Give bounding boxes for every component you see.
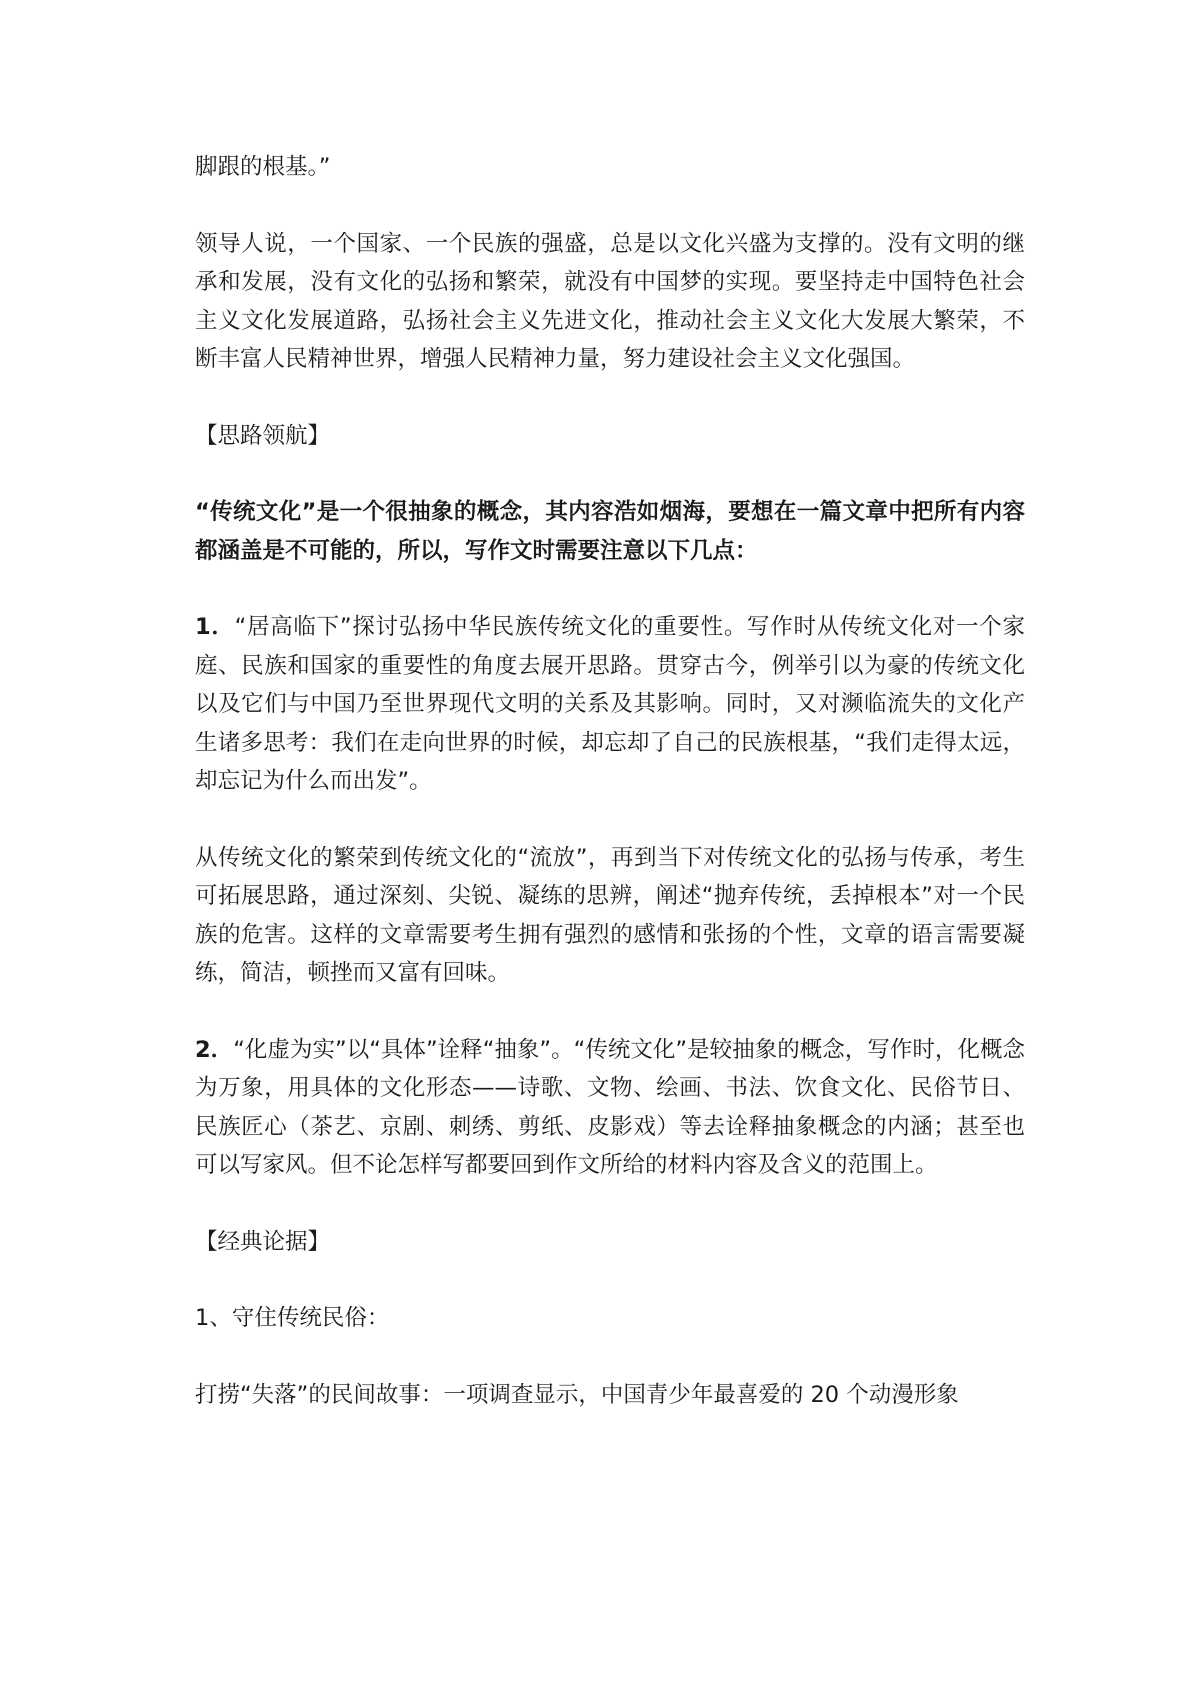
paragraph-gap bbox=[195, 570, 1025, 608]
list-item-folk-customs: 1、守住传统民俗： bbox=[195, 1305, 390, 1331]
paragraph-intro-bold: “传统文化”是一个很抽象的概念，其内容浩如烟海，要想在一篇文章中把所有内容都涵盖是不可能的，所以，写作文时需要注意以下几点： bbox=[195, 499, 1025, 564]
paragraph-gap bbox=[195, 1261, 1025, 1299]
point-number-1: 1． bbox=[195, 614, 235, 640]
paragraph-gap bbox=[195, 187, 1025, 225]
paragraph-point-1 bbox=[195, 608, 1025, 801]
paragraph-folk-stories: 打捞“失落”的民间故事：一项调查显示，中国青少年最喜爱的 20 个动漫形象 bbox=[195, 1381, 959, 1408]
document-body bbox=[195, 148, 1025, 1414]
paragraph-quote-end: 脚跟的根基。” bbox=[195, 154, 331, 180]
paragraph-gap bbox=[195, 1338, 1025, 1376]
paragraph-gap bbox=[195, 993, 1025, 1031]
paragraph-gap bbox=[195, 801, 1025, 839]
section-heading-approach: 【思路领航】 bbox=[195, 422, 331, 449]
paragraph-gap bbox=[195, 379, 1025, 417]
paragraph-extension: 从传统文化的繁荣到传统文化的“流放”，再到当下对传统文化的弘扬与传承，考生可拓展思路，通过深刻、尖锐、凝练的思辨，阐述“抛弃传统，丢掉根本”对一个民族的危害。这样的文章需要考生拥有强烈的感情和张扬的个性，文章的语言需要凝练，简洁，顿挫而又富有回味。 bbox=[195, 844, 1025, 986]
point-number-2: 2． bbox=[195, 1036, 234, 1063]
point-2-text: “化虚为实”以“具体”诠释“抽象”。“传统文化”是较抽象的概念，写作时，化概念为万象，用具体的文化形态——诗歌、文物、绘画、书法、饮食文化、民俗节日、民族匠心（茶艺、京剧、刺绣、剪纸、皮影戏）等去诠释抽象概念的内涵；甚至也可以写家风。但不论怎样写都要回到作文所给的材料内容及含义的范围上。 bbox=[195, 1036, 1025, 1178]
paragraph-gap bbox=[195, 1185, 1025, 1223]
section-heading-evidence: 【经典论据】 bbox=[195, 1228, 331, 1255]
paragraph-point-2 bbox=[195, 1031, 1025, 1185]
paragraph-leader-statement: 领导人说，一个国家、一个民族的强盛，总是以文化兴盛为支撑的。没有文明的继承和发展，没有文化的弘扬和繁荣，就没有中国梦的实现。要坚持走中国特色社会主义文化发展道路，弘扬社会主义先进文化，推动社会主义文化大发展大繁荣，不断丰富人民精神世界，增强人民精神力量，努力建设社会主义文化强国。 bbox=[195, 230, 1025, 372]
paragraph-gap bbox=[195, 455, 1025, 493]
point-1-text: “居高临下”探讨弘扬中华民族传统文化的重要性。写作时从传统文化对一个家庭、民族和国家的重要性的角度去展开思路。贯穿古今，例举引以为豪的传统文化以及它们与中国乃至世界现代文明的关系及其影响。同时，又对濒临流失的文化产生诸多思考：我们在走向世界的时候，却忘却了自己的民族根基，“我们走得太远，却忘记为什么而出发”。 bbox=[195, 614, 1025, 794]
